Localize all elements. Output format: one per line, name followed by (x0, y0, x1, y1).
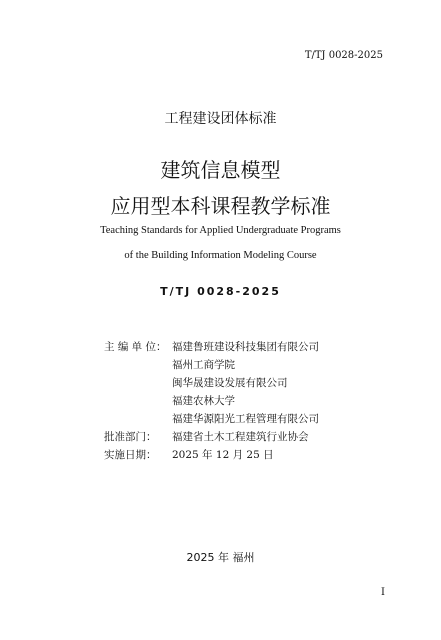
title-line-2: 应用型本科课程教学标准 (110, 194, 331, 218)
chief-editor-row-2 (104, 356, 319, 374)
standard-category: 工程建设团体标准 (164, 111, 277, 127)
publication-year-place: 2025 年 福州 (186, 551, 255, 564)
spacer (104, 356, 172, 374)
standard-number: T/TJ 0028-2025 (160, 285, 281, 298)
spacer (104, 410, 172, 428)
english-title-line-1: Teaching Standards for Applied Undergraduate Programs (100, 225, 341, 236)
chief-editor-label: 主 编 单 位： (104, 341, 167, 353)
chief-editor-row-5 (104, 410, 319, 428)
spacer (104, 392, 172, 410)
spacer (104, 374, 172, 392)
chief-editor-row-3 (104, 374, 319, 392)
page-number: I (381, 587, 385, 598)
implement-label: 实施日期： (104, 449, 157, 461)
document-code: T/TJ 0028-2025 (304, 50, 383, 61)
chief-editor-1: 福建鲁班建设科技集团有限公司 (172, 341, 319, 353)
chief-editor-2: 福州工商学院 (172, 359, 235, 371)
english-title-line-2: of the Building Information Modeling Course (124, 250, 317, 261)
chief-editor-row-4 (104, 392, 319, 410)
chief-editor-row (104, 338, 319, 356)
approval-value: 福建省土木工程建筑行业协会 (172, 431, 309, 443)
chief-editor-4: 福建农林大学 (172, 395, 235, 407)
approval-row (104, 428, 319, 446)
approval-label: 批准部门： (104, 431, 157, 443)
title-line-1: 建筑信息模型 (160, 158, 281, 182)
chief-editor-5: 福建华源阳光工程管理有限公司 (172, 413, 319, 425)
implement-row (104, 446, 319, 464)
issuing-info (104, 338, 319, 464)
implement-value: 2025 年 12 月 25 日 (172, 449, 274, 461)
chief-editor-3: 闽华晟建设发展有限公司 (172, 377, 288, 389)
